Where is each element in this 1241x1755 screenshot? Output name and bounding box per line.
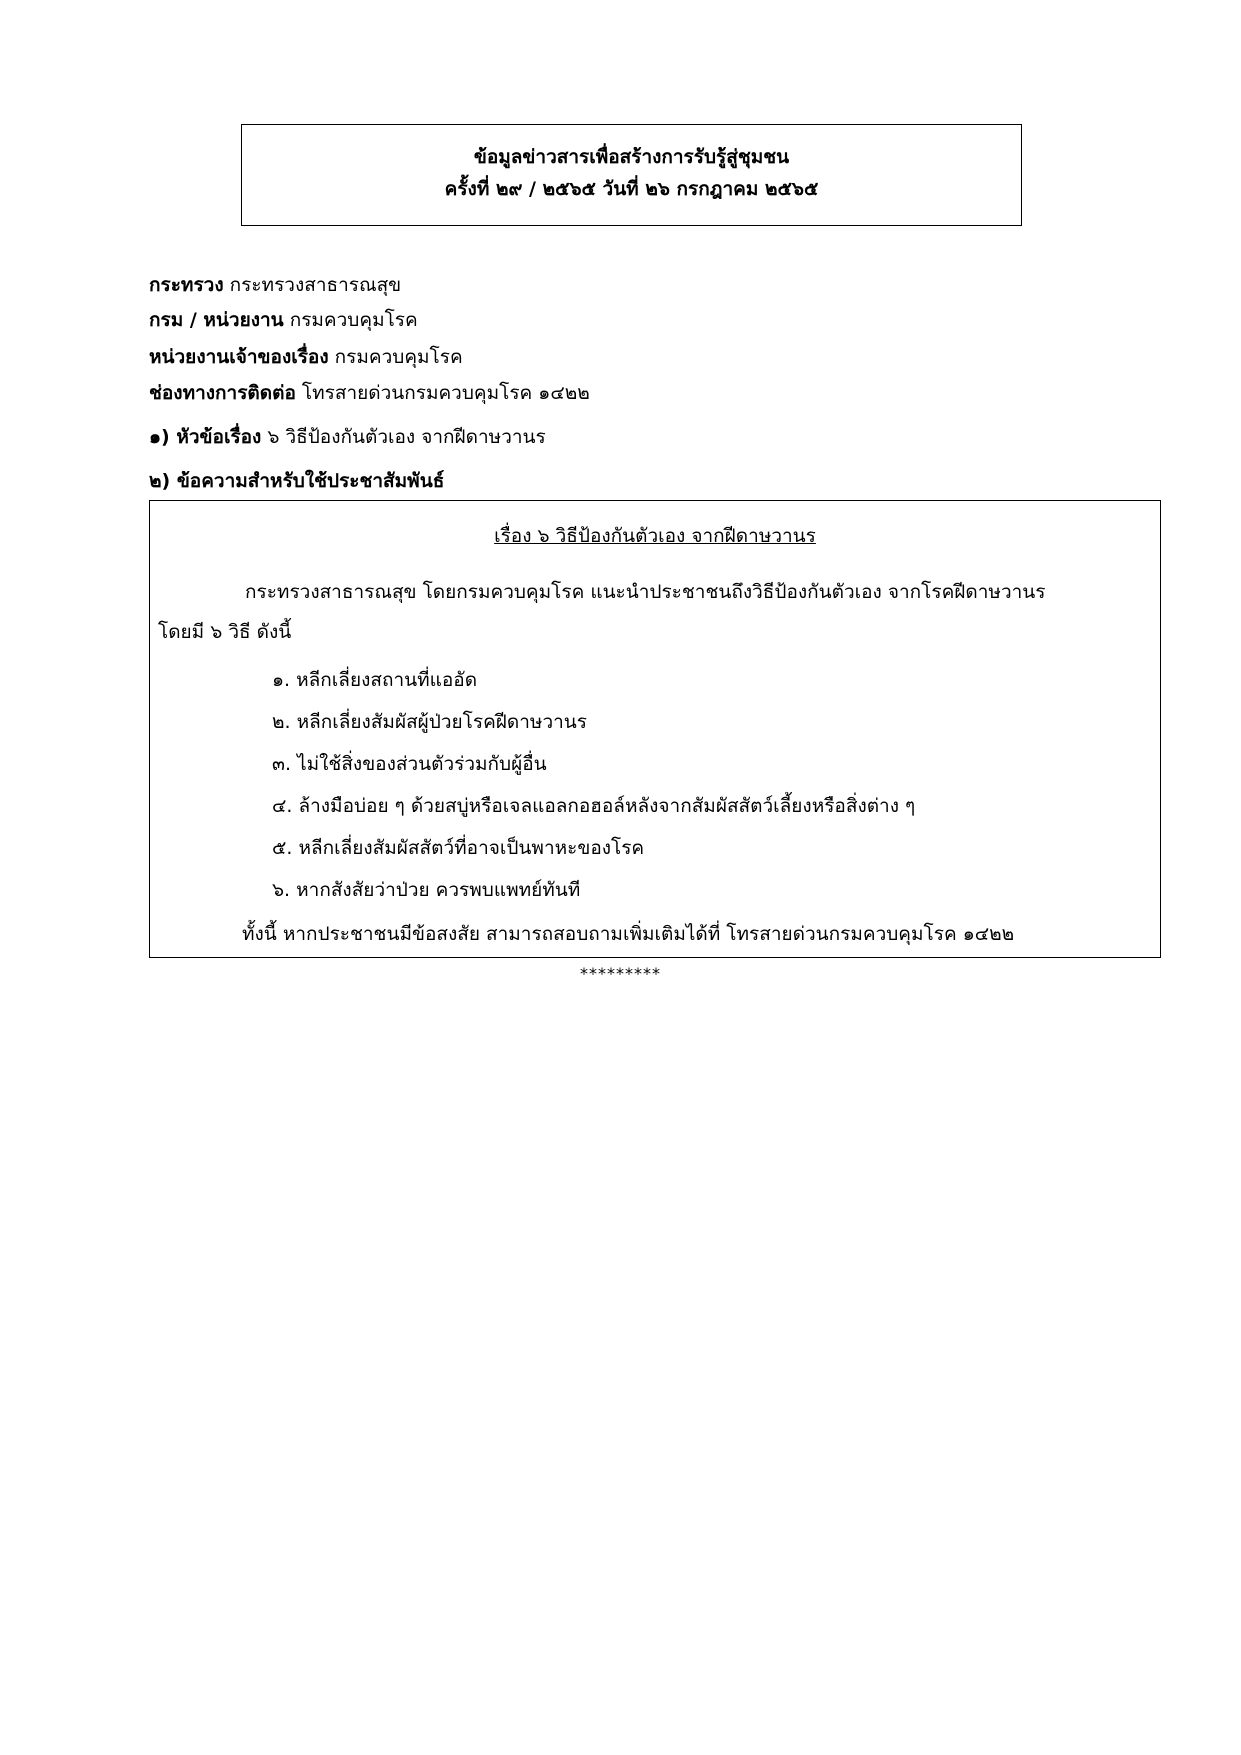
- department-label: กรม / หน่วยงาน: [149, 309, 284, 331]
- topic-line: [149, 422, 546, 452]
- owner-line: [149, 342, 463, 372]
- header-box: [241, 124, 1022, 226]
- owner-label: หน่วยงานเจ้าของเรื่อง: [149, 346, 329, 368]
- end-mark: *********: [580, 964, 661, 983]
- list-item: ๔. ล้างมือบ่อย ๆ ด้วยสบู่หรือเจลแอลกอฮอล์หลังจากสัมผัสสัตว์เลี้ยงหรือสิ่งต่าง ๆ: [272, 795, 916, 817]
- document-title: ข้อมูลข่าวสารเพื่อสร้างการรับรู้สู่ชุมชน: [473, 146, 790, 168]
- list-item: ๒. หลีกเลี่ยงสัมผัสผู้ป่วยโรคฝีดาษวานร: [272, 711, 587, 733]
- department-value: กรมควบคุมโรค: [283, 309, 418, 331]
- pr-footer: ทั้งนี้ หากประชาชนมีข้อสงสัย สามารถสอบถามเพิ่มเติมได้ที่ โทรสายด่วนกรมควบคุมโรค ๑๔๒๒: [242, 923, 1015, 945]
- pr-title-text: เรื่อง ๖ วิธีป้องกันตัวเอง จากฝีดาษวานร: [494, 525, 816, 547]
- pr-message-box: [149, 500, 1161, 958]
- message-label: ๒) ข้อความสำหรับใช้ประชาสัมพันธ์: [149, 470, 445, 492]
- pr-title: [150, 521, 1160, 551]
- department-line: [149, 305, 418, 335]
- contact-line: [149, 378, 590, 408]
- topic-label: ๑) หัวข้อเรื่อง: [149, 426, 262, 448]
- list-item: ๓. ไม่ใช้สิ่งของส่วนตัวร่วมกับผู้อื่น: [272, 753, 547, 775]
- prevention-list: [272, 659, 915, 911]
- contact-value: โทรสายด่วนกรมควบคุมโรค ๑๔๒๒: [295, 382, 590, 404]
- ministry-label: กระทรวง: [149, 274, 224, 296]
- list-item: ๑. หลีกเลี่ยงสถานที่แออัด: [272, 669, 478, 691]
- contact-label: ช่องทางการติดต่อ: [149, 382, 296, 404]
- ministry-line: [149, 270, 401, 300]
- issue-date-line: ครั้งที่ ๒๙ / ๒๕๖๕ วันที่ ๒๖ กรกฎาคม ๒๕๖๕: [444, 178, 819, 200]
- pr-intro-line-1: กระทรวงสาธารณสุข โดยกรมควบคุมโรค แนะนำประชาชนถึงวิธีป้องกันตัวเอง จากโรคฝีดาษวานร: [245, 581, 1046, 603]
- list-item: ๕. หลีกเลี่ยงสัมผัสสัตว์ที่อาจเป็นพาหะของโรค: [272, 837, 645, 859]
- pr-intro-line-2: โดยมี ๖ วิธี ดังนี้: [158, 621, 292, 643]
- owner-value: กรมควบคุมโรค: [328, 346, 463, 368]
- message-heading: [149, 466, 444, 496]
- ministry-value: กระทรวงสาธารณสุข: [223, 274, 402, 296]
- topic-value: ๖ วิธีป้องกันตัวเอง จากฝีดาษวานร: [261, 426, 546, 448]
- list-item: ๖. หากสังสัยว่าป่วย ควรพบแพทย์ทันที: [272, 879, 581, 901]
